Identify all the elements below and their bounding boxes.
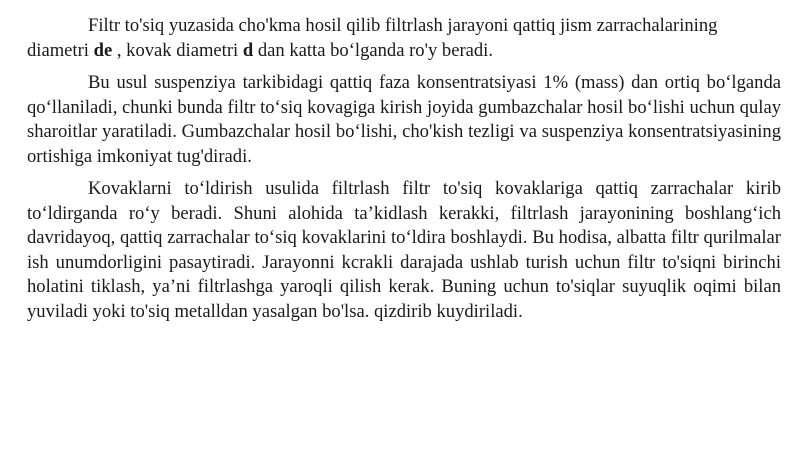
paragraph-1 (27, 14, 781, 63)
paragraph-1-text-a: Filtr to'siq yuzasida cho'kma hosil qilib filtrlash jarayoni qattiq jism zarrachalarining diametri (27, 15, 718, 61)
symbol-de: de (93, 39, 113, 61)
paragraph-3: Kovaklarni to‘ldirish usulida filtrlash filtr to'siq kovaklariga qattiq zarrachalar kirib to‘ldirganda ro‘y beradi. Shuni alohida ta’kidlash kerakki, filtrlash jarayonining boshlang‘ich davridayoq, qattiq zarrachalar to‘siq kovaklarini to‘ldira boshlaydi. Bu hodisa, albatta filtr qurilmalar ish unumdorligini pasaytiradi. Jarayonni kcrakli darajada ushlab turish uchun filtr to'siqni birinchi holatini tiklash, ya’ni filtrlashga yaroqli qilish kerak. Buning uchun to'siqlar suyuqlik oqimi bilan yuviladi yoki to'siq metalldan yasalgan bo'lsa. qizdirib kuydiriladi. (27, 178, 781, 322)
paragraph-1-text-b: , kovak diametri (112, 39, 243, 61)
document-body (27, 14, 781, 332)
paragraph-1-text-c: dan katta bo‘lganda ro'y beradi. (253, 39, 493, 61)
paragraph-2: Bu usul suspenziya tarkibidagi qattiq faza konsentratsiyasi 1% (mass) dan ortiq bo‘lganda qo‘llaniladi, chunki bunda filtr to‘siq kovagiga kirish joyida gumbazchalar hosil bo‘lishi uchun qulay sharoitlar yaratiladi. Gumbazchalar hosil bo‘lishi, cho'kish tezligi va suspenziya konsentratsiyasining ortishiga imkoniyat tug'diradi. (27, 72, 781, 167)
symbol-d: d (242, 39, 254, 61)
